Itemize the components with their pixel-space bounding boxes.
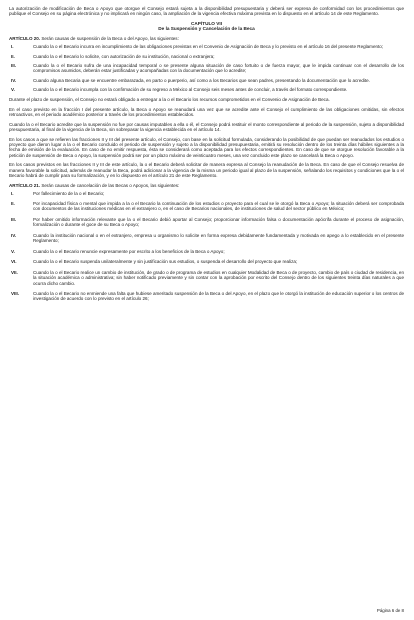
list-item-text: Cuando la o el Becario renuncie expresamente por escrito a los beneficios de la Beca o Apoyo; xyxy=(33,248,225,254)
list-item xyxy=(9,54,404,59)
list-item-number: IV. xyxy=(11,232,17,238)
article-21-intro xyxy=(9,183,404,188)
list-item xyxy=(9,249,404,254)
list-item xyxy=(9,233,404,244)
chapter-heading: CAPÍTULO VII xyxy=(191,20,222,26)
list-item-text: Por incapacidad física o mental que impida a la o el Becario la continuación de los estudios o proyecto para el cual se le otorgó la Beca o Apoyo; la situación deberá ser comprobada con documentos de las instituciones médicas en el extranjero o, en el caso de Becarios nacionales, de instituciones de salud del sector público en México; xyxy=(33,201,404,212)
page-number: Página 6 de 8 xyxy=(376,608,404,613)
list-item-text: Cuando la o el Becario lo solicite, con autorización de su institución, nacional o extranjera; xyxy=(33,53,215,59)
article-20-text: Serán causas de suspensión de la Beca o del Apoyo, las siguientes: xyxy=(40,36,179,42)
list-item-number: VII. xyxy=(11,269,18,275)
list-item-number: V. xyxy=(11,87,15,93)
article-21-label: ARTÍCULO 21. xyxy=(9,182,41,188)
reactivation-paragraph: En los casos previstos en las fracciones II y III de este artículo, la o el Becario deberá solicitar de manera expresa al Consejo la reanudación de la Beca. En caso de que el Consejo resuelva de manera favorable la solicitud, además de reanudar la Beca, podrá adicionar a la vigencia de la misma un periodo igual al plazo de la suspensión, señalando los requisitos y condiciones que la o el Becario habrá de cumplir para su formalización, y en lo dispuesto en el artículo 21 de este Reglamento. xyxy=(9,162,404,179)
intro-paragraph: La autorización de modificación de Beca o Apoyo que otorgue el Consejo estará sujeta a la disponibilidad presupuestaria y deberá ser expresa de conformidad con los procedimientos que publique el Consejo en su página electrónica y no implicará en ningún caso, la ampliación de la vigencia efectiva máxima prevista en lo dispuesto en el artículo 14 de este Reglamento. xyxy=(9,6,404,17)
list-item-text: Cuando la o el Becario realice un cambio de institución, de grado o de programa de estudios en cualquier Modalidad de Beca o de proyecto, cambio de país o ciudad de residencia, en la situación académica o administrativa; sin haber notificado previamente y sin contar con la aprobación por escrito del Consejo dentro de los siguientes treinta días naturales a que ocurra dicho cambio. xyxy=(33,269,404,286)
list-item-text: Cuando la o el Becario suspenda unilateralmente y sin justificación sus estudios, o suspenda el desarrollo del proyecto que realiza; xyxy=(33,259,298,265)
list-item-number: IV. xyxy=(11,77,17,83)
list-item-text: Cuando la o el Becario incumpla con la confirmación de su regreso a México al Consejo seis meses antes de concluir, a través del formato correspondiente. xyxy=(33,87,348,93)
list-item xyxy=(9,270,404,286)
suspension-period-paragraph: Durante el plazo de suspensión, el Consejo no estará obligado a entregar a la o el Becario los recursos comprometidos en el Convenio de Asignación de Beca. xyxy=(9,97,330,103)
list-item xyxy=(9,87,404,92)
list-item xyxy=(9,63,404,74)
list-item-text: Cuando la o el Becario no enmiende una falta que hubiese ameritado suspensión de la Beca o del Apoyo, en el plazo que le otorgó la institución de educación superior o los centros de investigación de acuerdo con lo previsto en el artículo 26; xyxy=(33,291,404,302)
article-21-text: Serán causas de cancelación de las Becas o Apoyos, las siguientes: xyxy=(40,182,180,188)
list-item-text: Cuando alguna Becaria que se encuentre embarazada, en parto o puerperio, así como a los Becarios que sean padres, presentando la documentación que lo acredite. xyxy=(33,77,370,83)
article-20-intro xyxy=(9,36,404,41)
list-item-text: Cuando la institución nacional o en el extranjero, empresa u organismo lo solicite en forma expresa debidamente fundamentada y motivada en apego a lo establecido en el presente Reglamento; xyxy=(33,232,404,244)
list-item-number: II. xyxy=(11,53,15,59)
list-item-text: Por fallecimiento de la o el Becario; xyxy=(33,190,105,196)
list-item-text: Por haber omitido información relevante que la o el Becario debió aportar al Consejo; proporcionar información falsa o documentación apócrifa durante el proceso de asignación, formalización o durante el goce de su Beca o Apoyo; xyxy=(33,217,404,228)
chapter-title: De la Suspensión y Cancelación de la Beca xyxy=(158,26,255,32)
list-item-text: Cuando la o el Becario incurra en incumplimiento de las obligaciones previstas en el Convenio de Asignación de Beca y lo previsto en el artículo 16 del presente Reglamento; xyxy=(33,44,384,50)
list-item-text: Cuando la o el Becario sufra de una incapacidad temporal o se presente alguna situación de caso fortuito o de fuerza mayor, que le impida continuar con el desarrollo de los compromisos asumidos, deberán estar justificadas y acompañadas con la documentación que lo acredite; xyxy=(33,62,404,74)
article-20-label: ARTÍCULO 20. xyxy=(9,36,41,42)
article-21-list xyxy=(9,191,404,302)
list-item xyxy=(9,44,404,49)
fraction-i-paragraph: En el caso previsto en la fracción I del presente artículo, la Beca o Apoyo se reanudará una vez que se acredite ante el Consejo el cumplimiento de las obligaciones omitidas, sin efectos retroactivos, en el periodo académico posterior a través de los procedimientos establecidos. xyxy=(9,106,404,118)
list-item-number: V. xyxy=(11,248,15,254)
list-item-number: I. xyxy=(11,190,14,196)
fractions-ii-iii-paragraph: En los casos a que se refieren las fracciones II y III del presente artículo, el Consejo, con base en la solicitud formulada, considerando la posibilidad de que puedan ser reanudados los estudios o proyecto que dieron lugar a la o el Becario concluido el periodo de suspensión y sujeto a la disponibilidad presupuestaria, emitirá su resolución dentro de los treinta días hábiles siguientes a la fecha de emisión de la evaluación. En caso de no emitir respuesta, ésta se considerará como aceptada para los efectos correspondientes. En caso de que se otorgue resolución favorable a la petición de suspensión de Beca o Apoyo, la suspensión podrá ser por un plazo máximo de veinticuatro meses, una vez concluido este plazo se cancelará la Beca o Apoyo. xyxy=(9,136,404,158)
list-item xyxy=(9,78,404,83)
list-item-number: II. xyxy=(11,201,15,207)
list-item xyxy=(9,201,404,212)
list-item-number: III. xyxy=(11,217,17,222)
restitution-paragraph: Cuando la o el Becario acredite que la suspensión no fue por causas imputables a ella o él, el Consejo podrá restituir el monto correspondiente al periodo de la suspensión, sujeto a disponibilidad presupuestaria, al final de la vigencia de la Beca, sin sobrepasar la vigencia establecida en el artículo 14. xyxy=(9,121,404,133)
list-item xyxy=(9,217,404,228)
article-20-list xyxy=(9,44,404,92)
list-item-number: III. xyxy=(11,62,17,68)
list-item-number: I. xyxy=(11,44,14,50)
list-item-number: VI. xyxy=(11,259,17,265)
list-item xyxy=(9,291,404,302)
list-item xyxy=(9,259,404,264)
list-item xyxy=(9,191,404,196)
list-item-number: VIII. xyxy=(11,291,20,297)
